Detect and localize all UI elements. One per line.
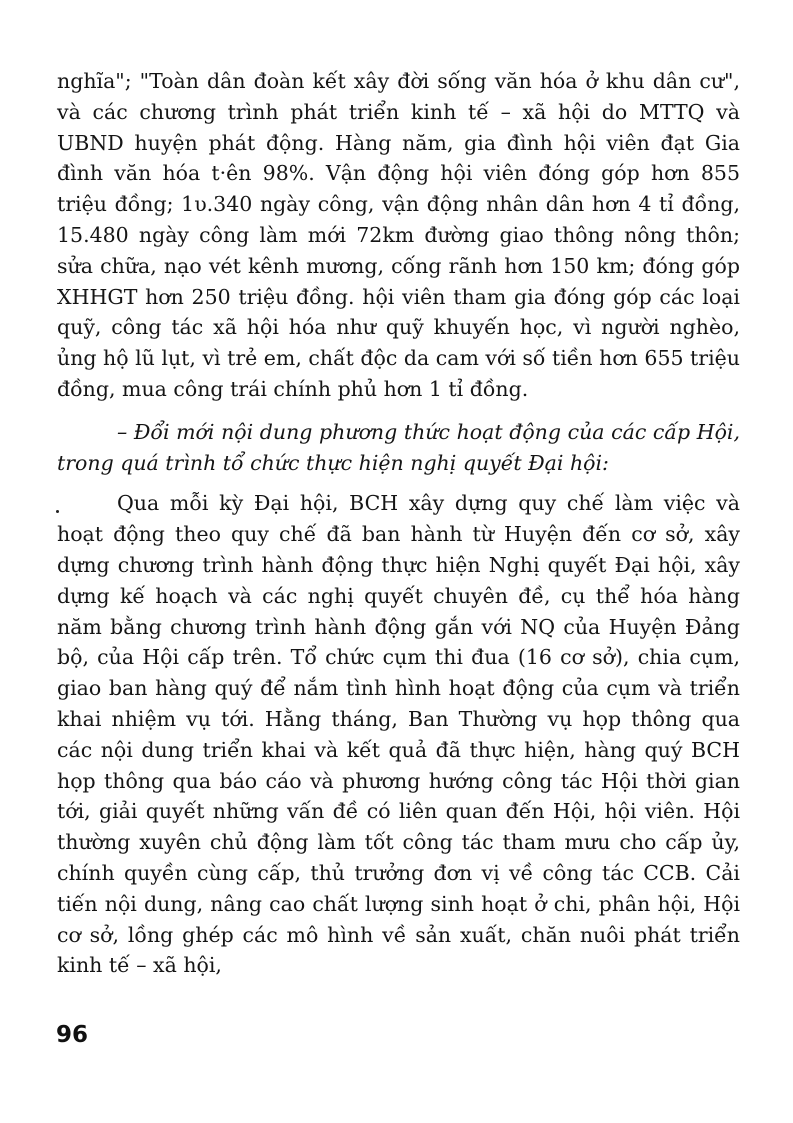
print-speck xyxy=(56,510,59,513)
section-heading: – Đổi mới nội dung phương thức hoạt động của các cấp Hội, trong quá trình tổ chức thực hiện nghị quyết Đại hội: xyxy=(57,419,740,475)
body-paragraph-continued: nghĩa"; "Toàn dân đoàn kết xây đời sống văn hóa ở khu dân cư", và các chương trình phát triển kinh tế – xã hội do MTTQ và UBND huyện phát động. Hàng năm, gia đình hội viên đạt Gia đình văn hóa t·ên 98%. Vận động hội viên đóng góp hơn 855 triệu đồng; 1υ.340 ngày công, vận động nhân dân hơn 4 tỉ đồng, 15.480 ngày công làm mới 72km đường giao thông nông thôn; sửa chữa, nạo vét kênh mương, cống rãnh hơn 150 km; đóng góp XHHGT hơn 250 triệu đồng. hội viên tham gia đóng góp các loại quỹ, công tác xã hội hóa như quỹ khuyến học, vì người nghèo, ủng hộ lũ lụt, vì trẻ em, chất độc da cam với số tiền hơn 655 triệu đồng, mua công trái chính phủ hơn 1 tỉ đồng. xyxy=(57,69,740,401)
body-paragraph: Qua mỗi kỳ Đại hội, BCH xây dựng quy chế làm việc và hoạt động theo quy chế đã ban hành từ Huyện đến cơ sở, xây dựng chương trình hành động thực hiện Nghị quyết Đại hội, xây dựng kế hoạch và các nghị quyết chuyên đề, cụ thể hóa hàng năm bằng chương trình hành động gắn với NQ của Huyện Đảng bộ, của Hội cấp trên. Tổ chức cụm thi đua (16 cơ sở), chia cụm, giao ban hàng quý để nắm tình hình hoạt động của cụm và triển khai nhiệm vụ tới. Hằng tháng, Ban Thường vụ họp thông qua các nội dung triển khai và kết quả đã thực hiện, hàng quý BCH họp thông qua báo cáo và phương hướng công tác Hội thời gian tới, giải quyết những vấn đề có liên quan đến Hội, hội viên. Hội thường xuyên chủ động làm tốt công tác tham mưu cho cấp ủy, chính quyền cùng cấp, thủ trưởng đơn vị về công tác CCB. Cải tiến nội dung, nâng cao chất lượng sinh hoạt ở chi, phân hội, Hội cơ sở, lồng ghép các mô hình về sản xuất, chăn nuôi phát triển kinh tế – xã hội, xyxy=(57,491,740,978)
page-body xyxy=(57,66,740,981)
page-number: 96 xyxy=(56,1022,89,1048)
